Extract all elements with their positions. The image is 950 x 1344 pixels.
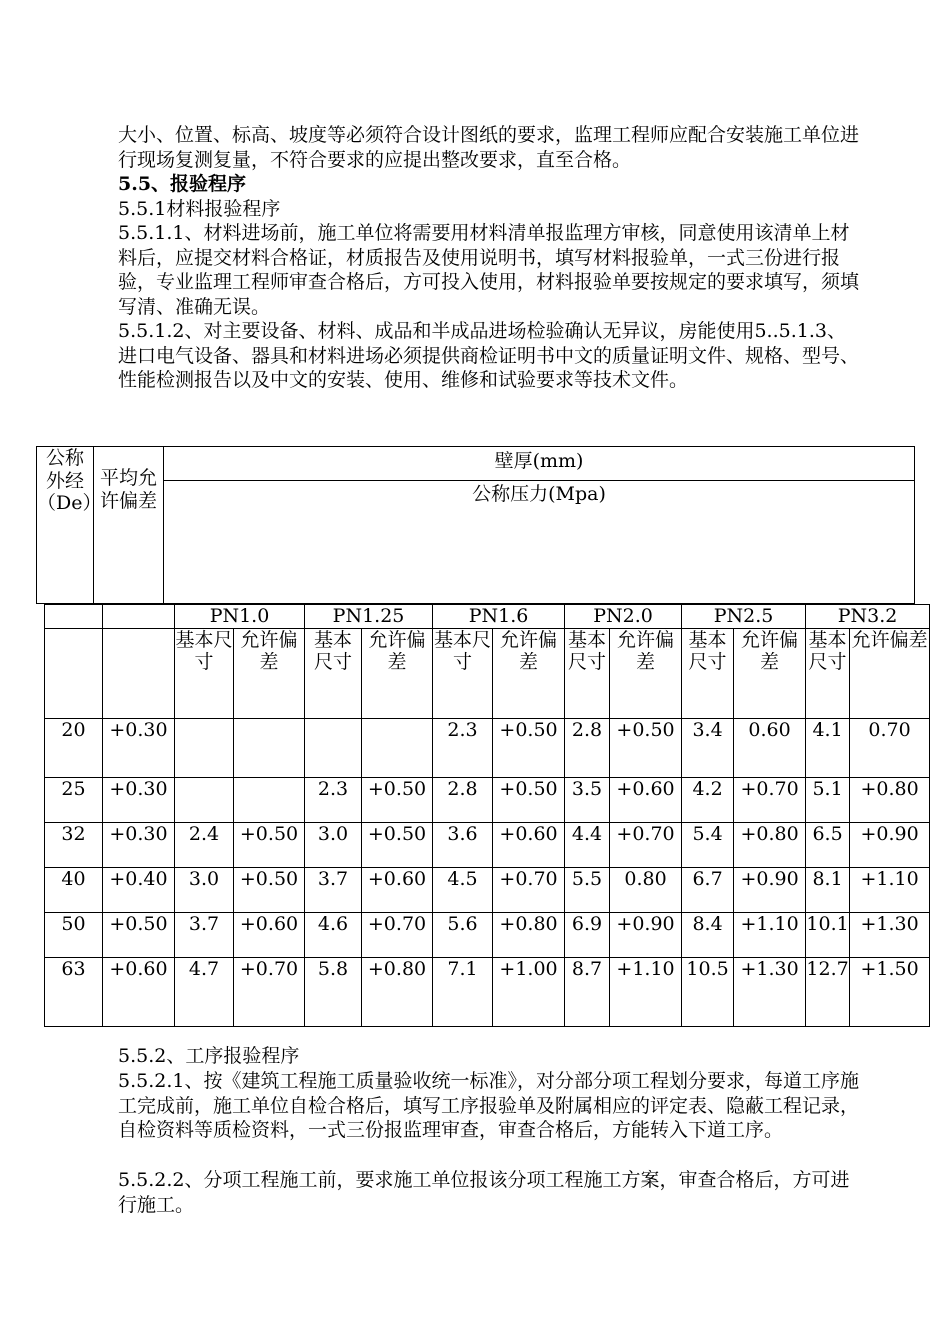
cell-avg-tolerance: +0.50 xyxy=(103,912,175,957)
cell-base-size: 3.6 xyxy=(433,822,493,867)
cell-base-size: 6.7 xyxy=(682,867,734,912)
cell-avg-tolerance: +0.30 xyxy=(103,718,175,777)
cell-base-size: 2.3 xyxy=(433,718,493,777)
cell-base-size: 10.1 xyxy=(806,912,850,957)
cell-outer-diameter: 50 xyxy=(45,912,103,957)
cell-tolerance: +0.90 xyxy=(734,867,806,912)
cell-tolerance: +0.50 xyxy=(493,718,565,777)
subheading-material: 5.5.1材料报验程序 xyxy=(118,198,281,220)
section-heading: 5.5、报验程序 xyxy=(118,173,247,195)
cell-base-size: 8.4 xyxy=(682,912,734,957)
cell-tolerance: +1.30 xyxy=(850,912,930,957)
blank-cell xyxy=(103,605,175,629)
cell-tolerance: +0.70 xyxy=(234,957,305,1026)
header-nominal-pressure: 公称压力(Mpa) xyxy=(164,481,915,604)
cell-base-size: 3.7 xyxy=(175,912,234,957)
cell-base-size: 12.7 xyxy=(806,957,850,1026)
table-row xyxy=(45,822,930,867)
cell-base-size: 8.1 xyxy=(806,867,850,912)
cell-tolerance: +0.60 xyxy=(362,867,433,912)
cell-tolerance: +1.30 xyxy=(734,957,806,1026)
table-row xyxy=(45,718,930,777)
sub-header-tolerance: 允许偏差 xyxy=(362,628,433,718)
cell-tolerance: +0.90 xyxy=(850,822,930,867)
cell-outer-diameter: 20 xyxy=(45,718,103,777)
cell-base-size: 4.2 xyxy=(682,777,734,822)
cell-base-size xyxy=(305,718,362,777)
pn-header: PN1.6 xyxy=(433,605,565,629)
cell-tolerance: +0.50 xyxy=(362,777,433,822)
sub-header-base-size: 基本尺寸 xyxy=(565,628,610,718)
pn-header: PN3.2 xyxy=(806,605,930,629)
cell-tolerance: +0.90 xyxy=(610,912,682,957)
table-row xyxy=(45,957,930,1026)
cell-base-size: 3.0 xyxy=(305,822,362,867)
cell-tolerance: +0.60 xyxy=(234,912,305,957)
cell-base-size: 4.5 xyxy=(433,867,493,912)
sub-header-base-size: 基本尺寸 xyxy=(175,628,234,718)
subheading-process: 5.5.2、工序报验程序 xyxy=(118,1045,300,1067)
cell-base-size: 6.9 xyxy=(565,912,610,957)
header-avg-tolerance: 平均允许偏差 xyxy=(94,447,164,604)
cell-base-size: 3.7 xyxy=(305,867,362,912)
paragraph-process-procedure: 5.5.2.1、按《建筑工程施工质量验收统一标准》，对分部分项工程划分要求，每道工序施工完成前，施工单位自检合格后，填写工序报验单及附属相应的评定表、隐蔽工程记录，自检资料等质检资料，一式三份报监理审查，审查合格后，方能转入下道工序。 xyxy=(118,1070,860,1141)
sub-header-base-size: 基本尺寸 xyxy=(433,628,493,718)
cell-avg-tolerance: +0.60 xyxy=(103,957,175,1026)
cell-tolerance: +0.80 xyxy=(734,822,806,867)
cell-base-size: 4.6 xyxy=(305,912,362,957)
blank-cell xyxy=(103,628,175,718)
cell-base-size: 2.8 xyxy=(433,777,493,822)
cell-tolerance: 0.70 xyxy=(850,718,930,777)
cell-tolerance: +1.00 xyxy=(493,957,565,1026)
cell-base-size: 4.7 xyxy=(175,957,234,1026)
cell-base-size: 4.4 xyxy=(565,822,610,867)
cell-base-size: 10.5 xyxy=(682,957,734,1026)
blank-cell xyxy=(45,605,103,629)
cell-base-size: 2.4 xyxy=(175,822,234,867)
cell-avg-tolerance: +0.30 xyxy=(103,777,175,822)
cell-tolerance: +1.10 xyxy=(610,957,682,1026)
cell-base-size xyxy=(175,718,234,777)
cell-tolerance: +1.10 xyxy=(850,867,930,912)
blank-cell xyxy=(45,628,103,718)
sub-header-base-size: 基本尺寸 xyxy=(682,628,734,718)
cell-base-size: 6.5 xyxy=(806,822,850,867)
sub-header-base-size: 基本尺寸 xyxy=(305,628,362,718)
table-header xyxy=(36,446,915,604)
cell-tolerance: +0.70 xyxy=(610,822,682,867)
cell-tolerance: +0.80 xyxy=(362,957,433,1026)
cell-avg-tolerance: +0.40 xyxy=(103,867,175,912)
cell-outer-diameter: 40 xyxy=(45,867,103,912)
cell-base-size: 7.1 xyxy=(433,957,493,1026)
cell-base-size: 5.4 xyxy=(682,822,734,867)
cell-base-size: 2.3 xyxy=(305,777,362,822)
cell-base-size: 2.8 xyxy=(565,718,610,777)
cell-tolerance xyxy=(234,718,305,777)
table-row xyxy=(45,912,930,957)
sub-header-tolerance: 允许偏差 xyxy=(610,628,682,718)
data-table xyxy=(44,604,930,1027)
cell-base-size: 8.7 xyxy=(565,957,610,1026)
header-outer-diameter: 公称外经（De） xyxy=(37,447,94,604)
pn-header: PN2.5 xyxy=(682,605,806,629)
cell-tolerance: +0.70 xyxy=(734,777,806,822)
cell-base-size: 5.8 xyxy=(305,957,362,1026)
pn-header: PN1.25 xyxy=(305,605,433,629)
cell-base-size: 5.1 xyxy=(806,777,850,822)
paragraph-equipment-check: 5.5.1.2、对主要设备、材料、成品和半成品进场检验确认无异议，房能使用5..5.1.3、进口电气设备、器具和材料进场必须提供商检证明书中文的质量证明文件、规格、型号、性能检测报告以及中文的安装、使用、维修和试验要求等技术文件。 xyxy=(118,320,860,391)
cell-tolerance: +0.50 xyxy=(234,867,305,912)
cell-tolerance: 0.60 xyxy=(734,718,806,777)
cell-outer-diameter: 32 xyxy=(45,822,103,867)
cell-base-size xyxy=(175,777,234,822)
sub-header-tolerance: 允许偏差 xyxy=(493,628,565,718)
sub-header-base-size: 基本尺寸 xyxy=(806,628,850,718)
pn-header: PN2.0 xyxy=(565,605,682,629)
cell-tolerance: +1.50 xyxy=(850,957,930,1026)
pn-header: PN1.0 xyxy=(175,605,305,629)
sub-header-tolerance: 允许偏差 xyxy=(850,628,930,718)
sub-header-tolerance: 允许偏差 xyxy=(734,628,806,718)
table-row xyxy=(45,777,930,822)
header-wall-thickness: 壁厚(mm) xyxy=(164,447,915,481)
paragraph-material-procedure: 5.5.1.1、材料进场前，施工单位将需要用材料清单报监理方审核，同意使用该清单上材料后，应提交材料合格证，材质报告及使用说明书，填写材料报验单，一式三份进行报验，专业监理工程师审查合格后，方可投入使用，材料报验单要按规定的要求填写，须填写清、准确无误。 xyxy=(118,222,860,318)
cell-tolerance: +0.50 xyxy=(610,718,682,777)
cell-base-size: 5.5 xyxy=(565,867,610,912)
cell-tolerance: +0.60 xyxy=(493,822,565,867)
cell-tolerance xyxy=(234,777,305,822)
cell-tolerance: +0.80 xyxy=(850,777,930,822)
cell-tolerance: +1.10 xyxy=(734,912,806,957)
cell-tolerance xyxy=(362,718,433,777)
cell-tolerance: +0.50 xyxy=(493,777,565,822)
cell-tolerance: +0.70 xyxy=(493,867,565,912)
cell-tolerance: +0.50 xyxy=(362,822,433,867)
cell-base-size: 4.1 xyxy=(806,718,850,777)
cell-tolerance: 0.80 xyxy=(610,867,682,912)
cell-outer-diameter: 25 xyxy=(45,777,103,822)
cell-base-size: 3.4 xyxy=(682,718,734,777)
table-row xyxy=(45,867,930,912)
paragraph-install-review: 大小、位置、标高、坡度等必须符合设计图纸的要求，监理工程师应配合安装施工单位进行现场复测复量，不符合要求的应提出整改要求，直至合格。 xyxy=(118,124,860,171)
sub-header-tolerance: 允许偏差 xyxy=(234,628,305,718)
cell-base-size: 3.0 xyxy=(175,867,234,912)
cell-tolerance: +0.50 xyxy=(234,822,305,867)
paragraph-subproject-plan: 5.5.2.2、分项工程施工前，要求施工单位报该分项工程施工方案，审查合格后，方可进行施工。 xyxy=(118,1169,850,1216)
cell-base-size: 3.5 xyxy=(565,777,610,822)
cell-avg-tolerance: +0.30 xyxy=(103,822,175,867)
cell-tolerance: +0.80 xyxy=(493,912,565,957)
cell-outer-diameter: 63 xyxy=(45,957,103,1026)
cell-tolerance: +0.60 xyxy=(610,777,682,822)
cell-base-size: 5.6 xyxy=(433,912,493,957)
cell-tolerance: +0.70 xyxy=(362,912,433,957)
